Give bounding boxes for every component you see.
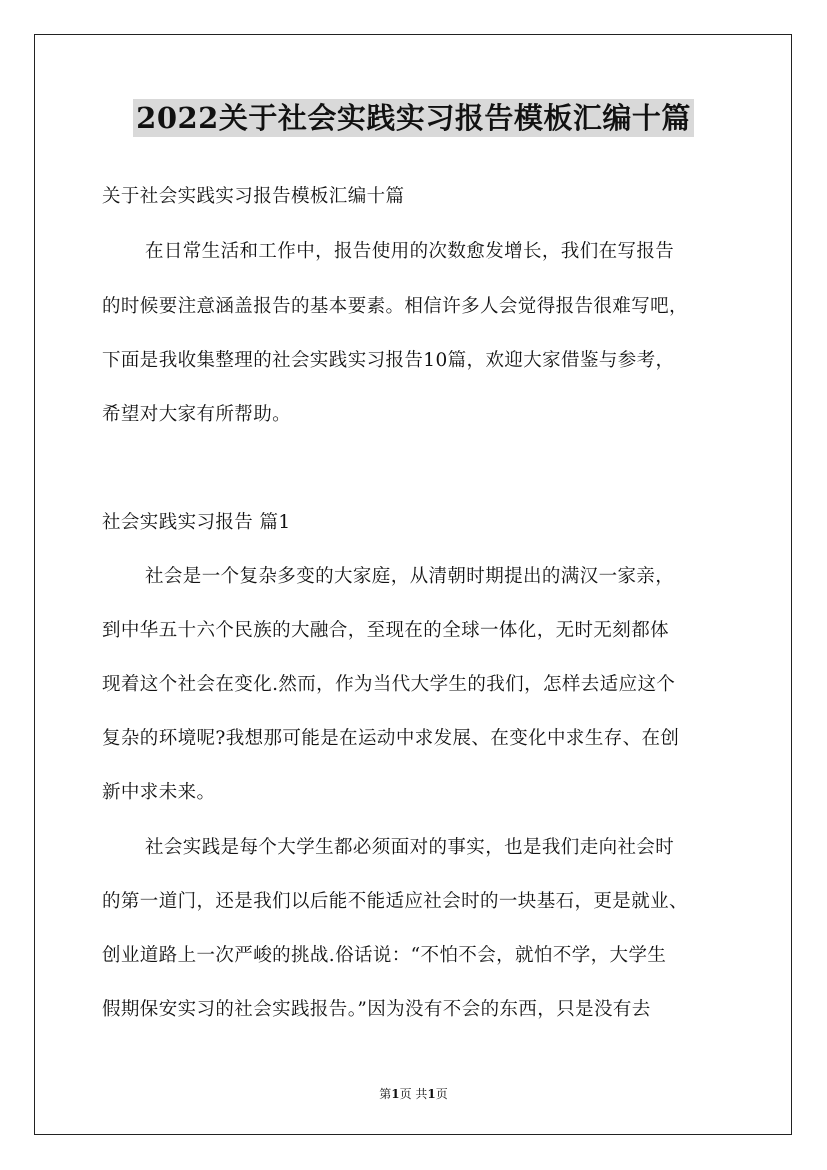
paragraph-line: 到中华五十六个民族的大融合，至现在的全球一体化，无时无刻都体 xyxy=(102,620,670,641)
page-footer xyxy=(0,1085,827,1102)
page-suffix: 页 xyxy=(435,1087,448,1101)
page-mid: 页 共 xyxy=(399,1087,428,1101)
paragraph-line: 的第一道门，还是我们以后能不能适应社会时的一块基石，更是就业、 xyxy=(102,891,688,912)
intro-line: 在日常生活和工作中，报告使用的次数愈发增长，我们在写报告 xyxy=(145,241,675,262)
document-title-text: 2022关于社会实践实习报告模板汇编十篇 xyxy=(133,99,694,137)
paragraph-line: 复杂的环境呢?我想那可能是在运动中求发展、在变化中求生存、在创 xyxy=(102,728,680,749)
section-heading: 社会实践实习报告 篇1 xyxy=(102,512,291,533)
paragraph-line: 社会实践是每个大学生都必须面对的事实，也是我们走向社会时 xyxy=(145,837,675,858)
paragraph-line: 创业道路上一次严峻的挑战.俗话说：“不怕不会，就怕不学，大学生 xyxy=(102,945,667,966)
intro-line: 的时候要注意涵盖报告的基本要素。相信许多人会觉得报告很难写吧， xyxy=(102,296,688,317)
document-subtitle: 关于社会实践实习报告模板汇编十篇 xyxy=(102,186,405,207)
page-prefix: 第 xyxy=(379,1087,392,1101)
paragraph-line: 假期保安实习的社会实践报告。”因为没有不会的东西，只是没有去 xyxy=(102,999,651,1020)
page-current: 1 xyxy=(391,1087,400,1101)
page-total: 1 xyxy=(427,1087,436,1101)
paragraph-line: 新中求未来。 xyxy=(102,782,216,803)
paragraph-line: 社会是一个复杂多变的大家庭，从清朝时期提出的满汉一家亲， xyxy=(145,566,675,587)
intro-line: 希望对大家有所帮助。 xyxy=(102,404,292,425)
document-title xyxy=(0,96,827,137)
paragraph-line: 现着这个社会在变化.然而，作为当代大学生的我们，怎样去适应这个 xyxy=(102,674,676,695)
intro-line: 下面是我收集整理的社会实践实习报告10篇，欢迎大家借鉴与参考， xyxy=(102,350,675,371)
